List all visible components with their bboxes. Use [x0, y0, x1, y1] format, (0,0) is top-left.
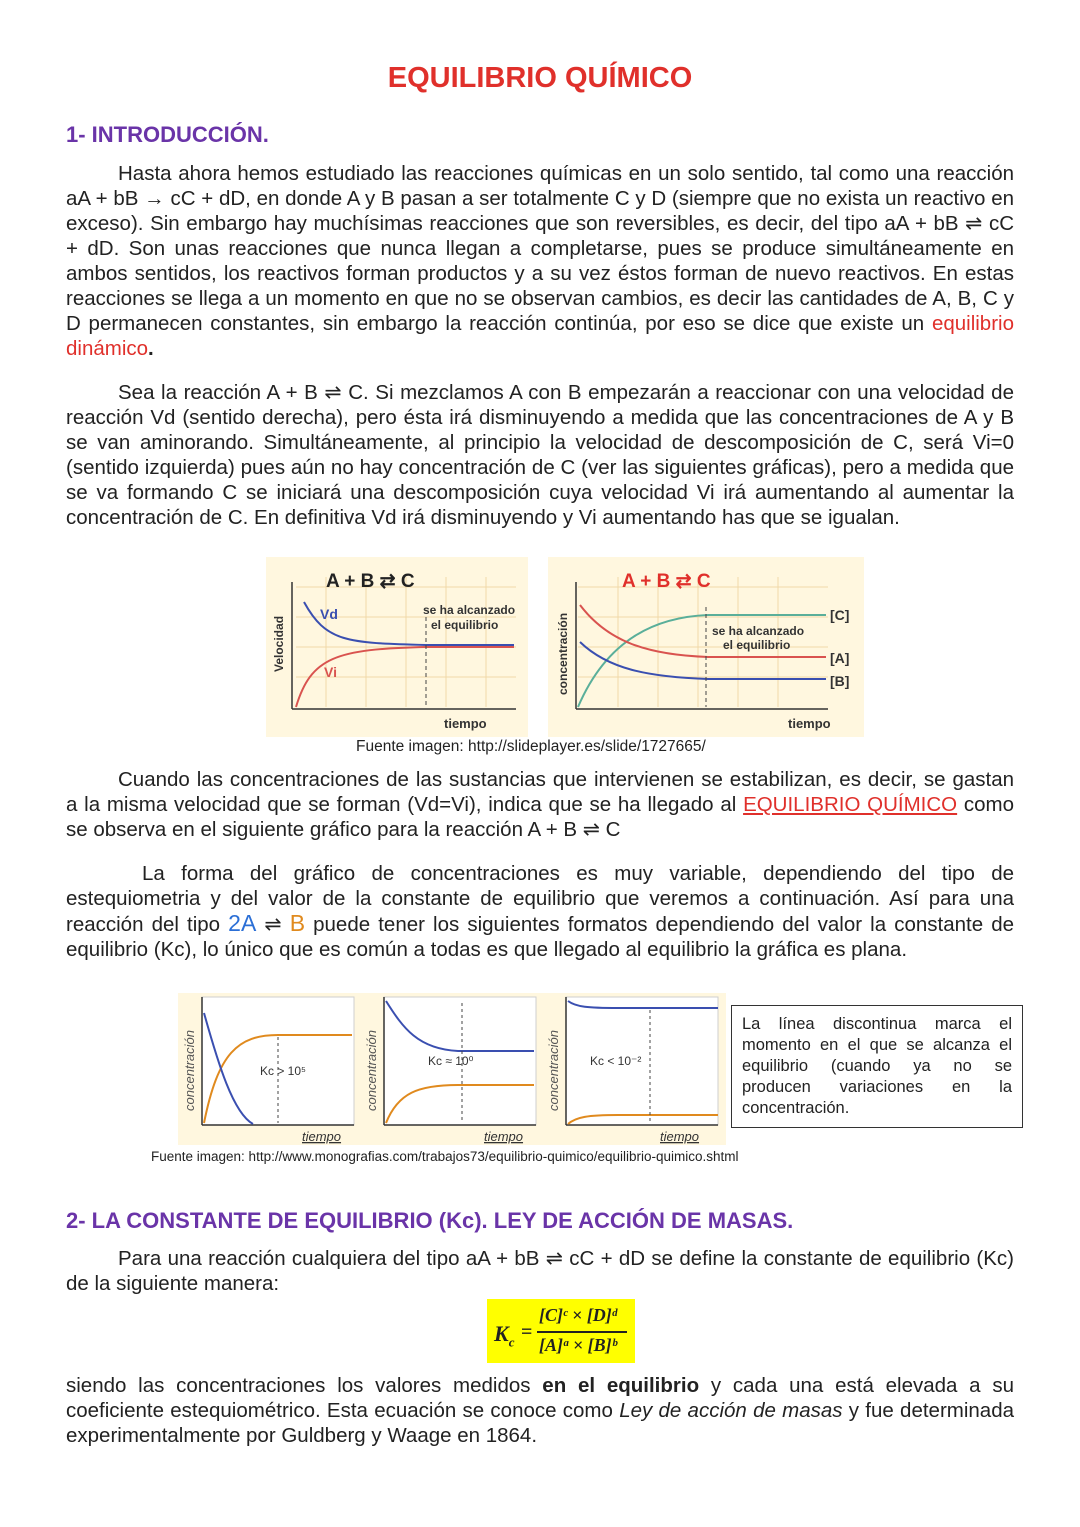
right-graph-title: A + B ⇄ C	[622, 571, 711, 592]
panel2-xlabel: tiempo	[484, 1129, 524, 1144]
equilibrium-link[interactable]: EQUILIBRIO QUÍMICO	[743, 793, 958, 816]
formula-numerator: [C]ᶜ × [D]ᵈ	[539, 1305, 618, 1325]
section-heading-intro: 1- INTRODUCCIÓN.	[66, 122, 269, 147]
vi-label: Vi	[324, 664, 337, 680]
equilibrium-constant-formula	[487, 1299, 635, 1363]
page-title: EQUILIBRIO QUÍMICO	[387, 62, 693, 94]
panel3-xlabel: tiempo	[660, 1129, 700, 1144]
left-graph-xlabel: tiempo	[444, 716, 487, 731]
left-graph-title: A + B ⇄ C	[326, 571, 415, 592]
formula-equals: =	[521, 1321, 533, 1343]
formula-denominator: [A]ᵃ × [B]ᵇ	[539, 1335, 617, 1355]
b-label: [B]	[830, 673, 850, 689]
constant-paragraph-2: siendo las concentraciones los valores medidos en el equilibrio y cada una está elevada a su coeficiente estequiométrico. Esta ecuación se conoce como Ley de acción de masas y fue determinada experimentalmente por Guldberg y Waage en 1864.	[66, 1374, 1015, 1447]
right-graph-xlabel: tiempo	[788, 716, 831, 731]
concentration-graph	[548, 557, 864, 737]
intro-paragraph-4: La forma del gráfico de concentraciones es muy variable, dependiendo del tipo de estequiometria y del valor de la constante de equilibrio que veremos a continuación. Así para una reacción del tipo 2A ⇌ B puede tener los siguientes formatos dependiendo del valor la constante de equilibrio (Kc), lo único que es común a todas es que llegado al equilibrio la gráfica es plana.	[66, 862, 1014, 961]
section-heading-constant: 2- LA CONSTANTE DE EQUILIBRIO (Kc). LEY DE ACCIÓN DE MASAS.	[66, 1208, 794, 1233]
intro-paragraph-3: Cuando las concentraciones de las sustancias que intervienen se estabilizan, es decir, se gastan a la misma velocidad que se forman (Vd=Vi), indica que se ha llegado al EQUILIBRIO QUÍMICO como se observa en el siguiente gráfico para la reacción A + B ⇌ C	[66, 768, 1015, 841]
constant-paragraph-1: Para una reacción cualquiera del tipo aA + bB ⇌ cC + dD se define la constante de equilibrio (Kc) de la siguiente manera:	[66, 1247, 1014, 1295]
kc-graphs	[178, 993, 726, 1145]
left-note-line1: se ha alcanzado	[423, 603, 516, 617]
left-note-line2: el equilibrio	[431, 618, 499, 632]
a-label: [A]	[830, 650, 850, 666]
right-note-line2: el equilibrio	[723, 638, 791, 652]
intro-paragraph-2: Sea la reacción A + B ⇌ C. Si mezclamos A con B empezarán a reaccionar con una velocidad de reacción Vd (sentido derecha), pero ésta irá disminuyendo a medida que las concentraciones de A y B se van aminorando. Simultáneamente, al principio la velocidad de descomposición de C, será Vi=0 (sentido izquierda) pues aún no hay concentración de C (ver las siguientes gráficas), pero a medida que se va formando C se iniciará una descomposición cuya velocidad Vi irá aumentando al aumentar la concentración de C. En definitiva Vd irá disminuyendo y Vi aumentando has que se igualan.	[66, 381, 1014, 529]
highlight-dynamic-equilibrium: equilibrio dinámico	[66, 312, 1014, 360]
panel1-ylabel: concentración	[182, 1030, 197, 1111]
formula-k: $K_c$	[494, 1321, 515, 1350]
product-b: B	[289, 910, 306, 936]
panel2-ylabel: concentración	[364, 1030, 379, 1111]
right-note-line1: se ha alcanzado	[712, 624, 805, 638]
formula-fraction-bar	[537, 1331, 627, 1333]
velocity-graph	[266, 557, 528, 737]
figure1-source: Fuente imagen: http://slideplayer.es/slide/1727665/	[356, 738, 706, 755]
left-graph-ylabel: Velocidad	[272, 615, 286, 672]
panel1-kc: Kc > 10⁵	[260, 1064, 307, 1078]
vd-label: Vd	[320, 606, 338, 622]
panel3-ylabel: concentración	[546, 1030, 561, 1111]
panel3-kc: Kc < 10⁻²	[590, 1054, 642, 1068]
panel1-xlabel: tiempo	[302, 1129, 342, 1144]
figure2-source: Fuente imagen: http://www.monografias.com/trabajos73/equilibrio-quimico/equilibrio-quimico.shtml	[151, 1149, 739, 1164]
intro-paragraph-1: Hasta ahora hemos estudiado las reacciones químicas en un solo sentido, tal como una reacción aA + bB → cC + dD, en donde A y B pasan a ser totalmente C y D (siempre que no exista un reactivo en exceso). Sin embargo hay muchísimas reacciones que son reversibles, es decir, del tipo aA + bB ⇌ cC + dD. Son unas reacciones que nunca llegan a completarse, pues se produce simultáneamente en ambos sentidos, los reactivos forman productos y a su vez éstos forman de nuevo reactivos. En estas reacciones se llega a un momento en que no se observan cambios, es decir las cantidades de A, B, C y D permanecen constantes, sin embargo la reacción continúa, por eso se dice que existe un equilibrio dinámico.	[66, 162, 1014, 360]
reactant-2a: 2A	[228, 910, 257, 936]
panel2-kc: Kc ≈ 10⁰	[428, 1054, 474, 1068]
right-graph-ylabel: concentración	[556, 612, 570, 695]
c-label: [C]	[830, 607, 850, 623]
dashed-line-note: La línea discontinua marca el momento en el que se alcanza el equilibrio (cuando ya no se producen variaciones en la concentración.	[731, 1005, 1023, 1128]
